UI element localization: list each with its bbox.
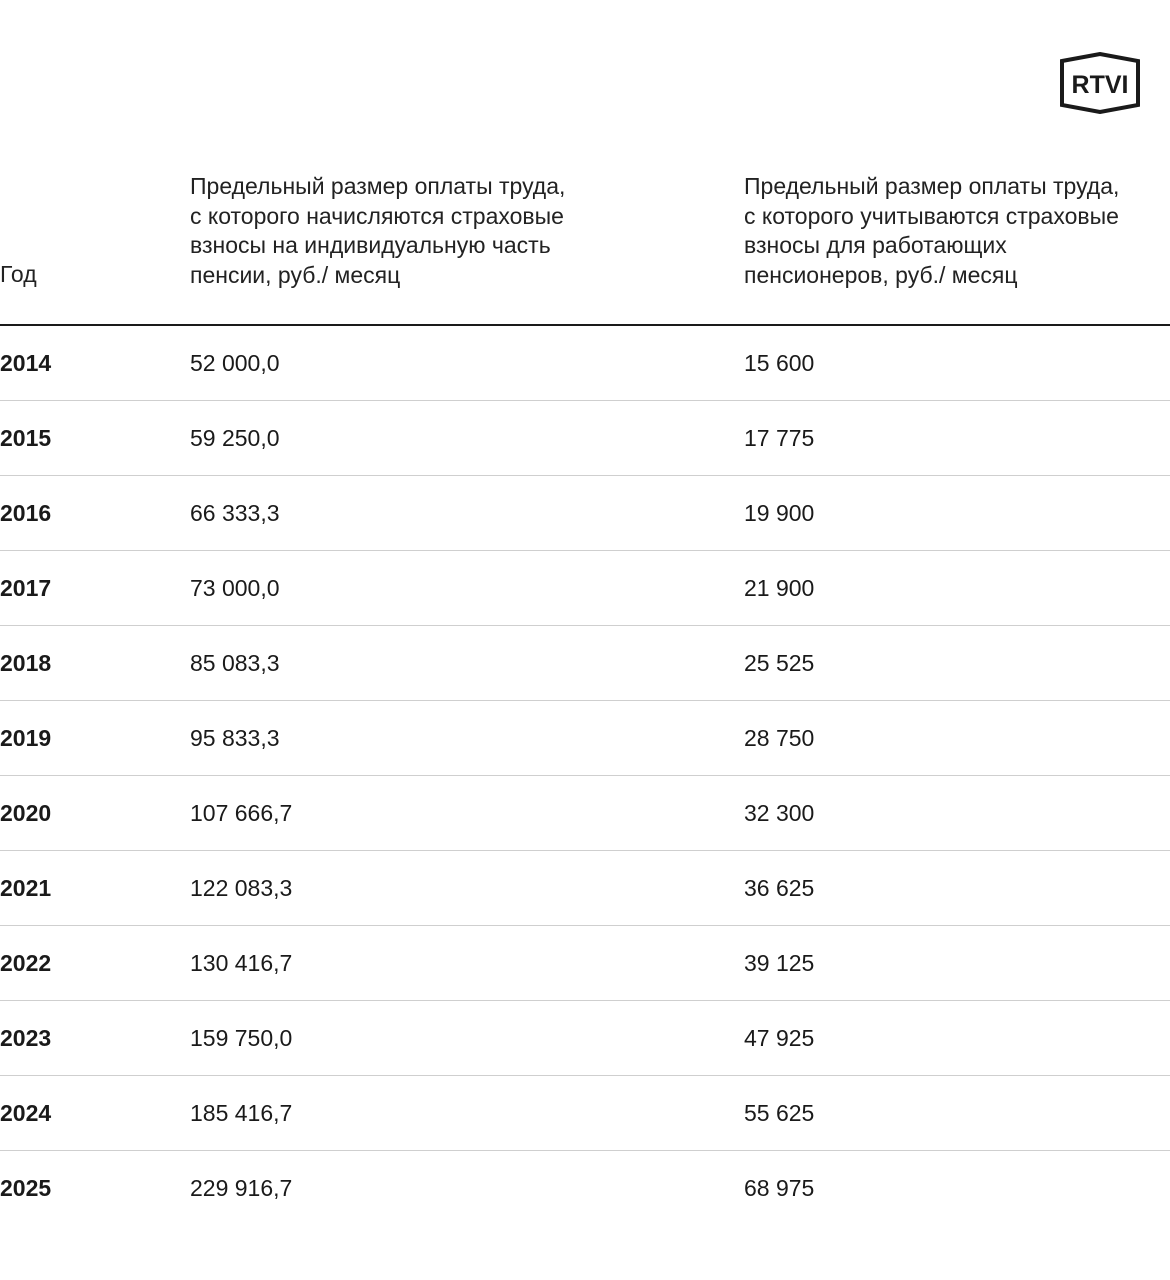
row-working-pensioners-limit: 47 925: [744, 1025, 815, 1051]
table-row: [0, 551, 1170, 626]
table-row: [0, 1076, 1170, 1151]
table-row: [0, 326, 1170, 401]
row-year: 2025: [0, 1175, 52, 1201]
row-year: 2014: [0, 350, 52, 376]
row-pension-limit: 229 916,7: [190, 1175, 293, 1201]
row-pension-limit: 85 083,3: [190, 650, 280, 676]
row-working-pensioners-limit: 39 125: [744, 950, 815, 976]
row-pension-limit: 185 416,7: [190, 1100, 293, 1126]
row-pension-limit: 159 750,0: [190, 1025, 293, 1051]
row-pension-limit: 52 000,0: [190, 350, 280, 376]
table-row: [0, 776, 1170, 851]
header-pension-limit: Предельный размер оплаты труда, с которого начисляются страховые взносы на индивидуальную часть пенсии, руб./ месяц: [190, 173, 566, 288]
table-row: [0, 476, 1170, 551]
table-row: [0, 1151, 1170, 1225]
row-working-pensioners-limit: 55 625: [744, 1100, 815, 1126]
row-pension-limit: 122 083,3: [190, 875, 293, 901]
row-year: 2017: [0, 575, 52, 601]
row-working-pensioners-limit: 68 975: [744, 1175, 815, 1201]
row-year: 2019: [0, 725, 52, 751]
row-working-pensioners-limit: 25 525: [744, 650, 815, 676]
row-pension-limit: 66 333,3: [190, 500, 280, 526]
row-year: 2015: [0, 425, 52, 451]
row-working-pensioners-limit: 15 600: [744, 350, 815, 376]
row-working-pensioners-limit: 17 775: [744, 425, 815, 451]
row-pension-limit: 130 416,7: [190, 950, 293, 976]
row-working-pensioners-limit: 19 900: [744, 500, 815, 526]
row-year: 2021: [0, 875, 52, 901]
row-pension-limit: 95 833,3: [190, 725, 280, 751]
table-row: [0, 401, 1170, 476]
row-working-pensioners-limit: 21 900: [744, 575, 815, 601]
row-working-pensioners-limit: 36 625: [744, 875, 815, 901]
table-body: [0, 326, 1170, 1225]
row-working-pensioners-limit: 32 300: [744, 800, 815, 826]
table-row: [0, 626, 1170, 701]
row-year: 2020: [0, 800, 52, 826]
table-row: [0, 851, 1170, 926]
header-year: Год: [0, 261, 37, 287]
row-pension-limit: 59 250,0: [190, 425, 280, 451]
row-year: 2024: [0, 1100, 52, 1126]
table-row: [0, 1001, 1170, 1076]
row-year: 2018: [0, 650, 52, 676]
row-year: 2016: [0, 500, 52, 526]
row-year: 2022: [0, 950, 52, 976]
row-working-pensioners-limit: 28 750: [744, 725, 815, 751]
row-year: 2023: [0, 1025, 52, 1051]
row-pension-limit: 73 000,0: [190, 575, 280, 601]
table-row: [0, 926, 1170, 1001]
rtvi-logo-icon: [1058, 52, 1142, 114]
rtvi-logo: [1058, 52, 1142, 114]
table-header: [0, 170, 1170, 326]
logo-text: RTVI: [1071, 71, 1129, 99]
table-row: [0, 701, 1170, 776]
header-working-pensioners-limit: Предельный размер оплаты труда, с которого учитываются страховые взносы для работающих пенсионеров, руб./ месяц: [744, 173, 1120, 288]
row-pension-limit: 107 666,7: [190, 800, 293, 826]
